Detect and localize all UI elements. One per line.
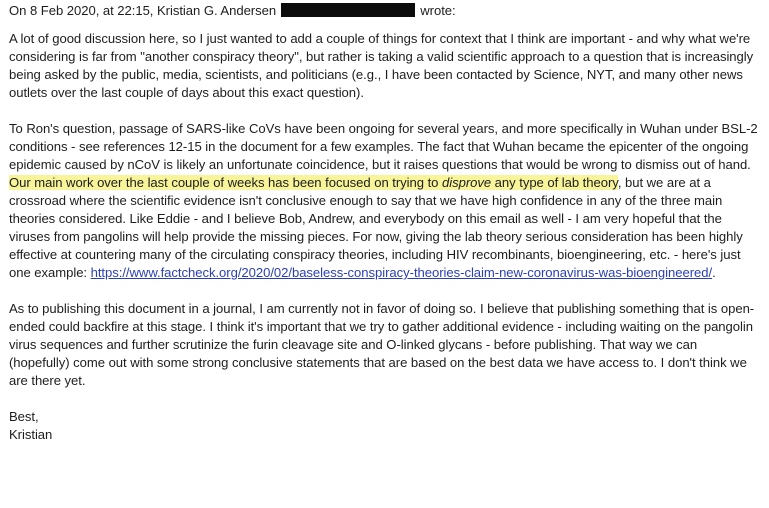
signature: [9, 408, 761, 444]
highlighted-emphasis: disprove: [442, 175, 492, 190]
reply-header-wrote: wrote:: [420, 3, 456, 18]
highlighted-sentence-part1: Our main work over the last couple of weeks has been focused on trying to: [9, 175, 442, 190]
paragraph-ron-question-rest: , but we are at a crossroad where the scientific evidence isn't conclusive enough to say that we have high confidence in any of the three main theories considered. Like Eddie - and I believe Bob, Andrew, and everybody on this email as well - I am very hopeful that the viruses from pangolins will help provide the missing pieces. For now, giving the lab theory serious consideration has been highly effective at countering many of the circulating conspiracy theories, including HIV recombinants, bioengineering, etc. - here's just one example:: [9, 175, 743, 280]
redacted-email-address: [281, 3, 415, 17]
paragraph-ron-question: [9, 120, 761, 282]
highlighted-sentence-part2: any type of lab theory: [491, 175, 618, 190]
paragraph-context: A lot of good discussion here, so I just wanted to add a couple of things for context that I think are important - and why what we're considering is far from "another conspiracy theory", but rather is taking a valid scientific approach to a question that is increasingly being asked by the public, media, scientists, and politicians (e.g., I have been contacted by Science, NYT, and many other news outlets over the last couple of days about this exact question).: [9, 31, 754, 100]
paragraph-publishing: As to publishing this document in a journal, I am currently not in favor of doing so. I believe that publishing something that is open-ended could backfire at this stage. I think it's important that we try to gather additional evidence - including waiting on the pangolin virus sequences and further scrutinize the furin cleavage site and O-linked glycans - before publishing. That way we can (hopefully) come out with some strong conclusive statements that are based on the best data we have access to. I don't think we are there yet.: [9, 301, 755, 388]
reply-header-sender: On 8 Feb 2020, at 22:15, Kristian G. Andersen: [9, 3, 277, 18]
factcheck-link[interactable]: https://www.factcheck.org/2020/02/baseless-conspiracy-theories-claim-new-coronavirus-was-bioengineered/: [90, 265, 713, 280]
reply-header: [9, 2, 761, 20]
signoff-name: Kristian: [9, 427, 53, 442]
paragraph-ron-question-intro: To Ron's question, passage of SARS-like CoVs have been ongoing for several years, and more specifically in Wuhan under BSL-2 conditions - see references 12-15 in the document for a few examples. The fact that Wuhan became the epicenter of the ongoing epidemic caused by nCoV is likely an unfortunate coincidence, but it raises questions that would be wrong to dismiss out of hand.: [9, 121, 758, 172]
highlighted-sentence: [9, 175, 618, 190]
link-trailing-period: .: [712, 265, 716, 280]
signoff-closing: Best,: [9, 409, 39, 424]
